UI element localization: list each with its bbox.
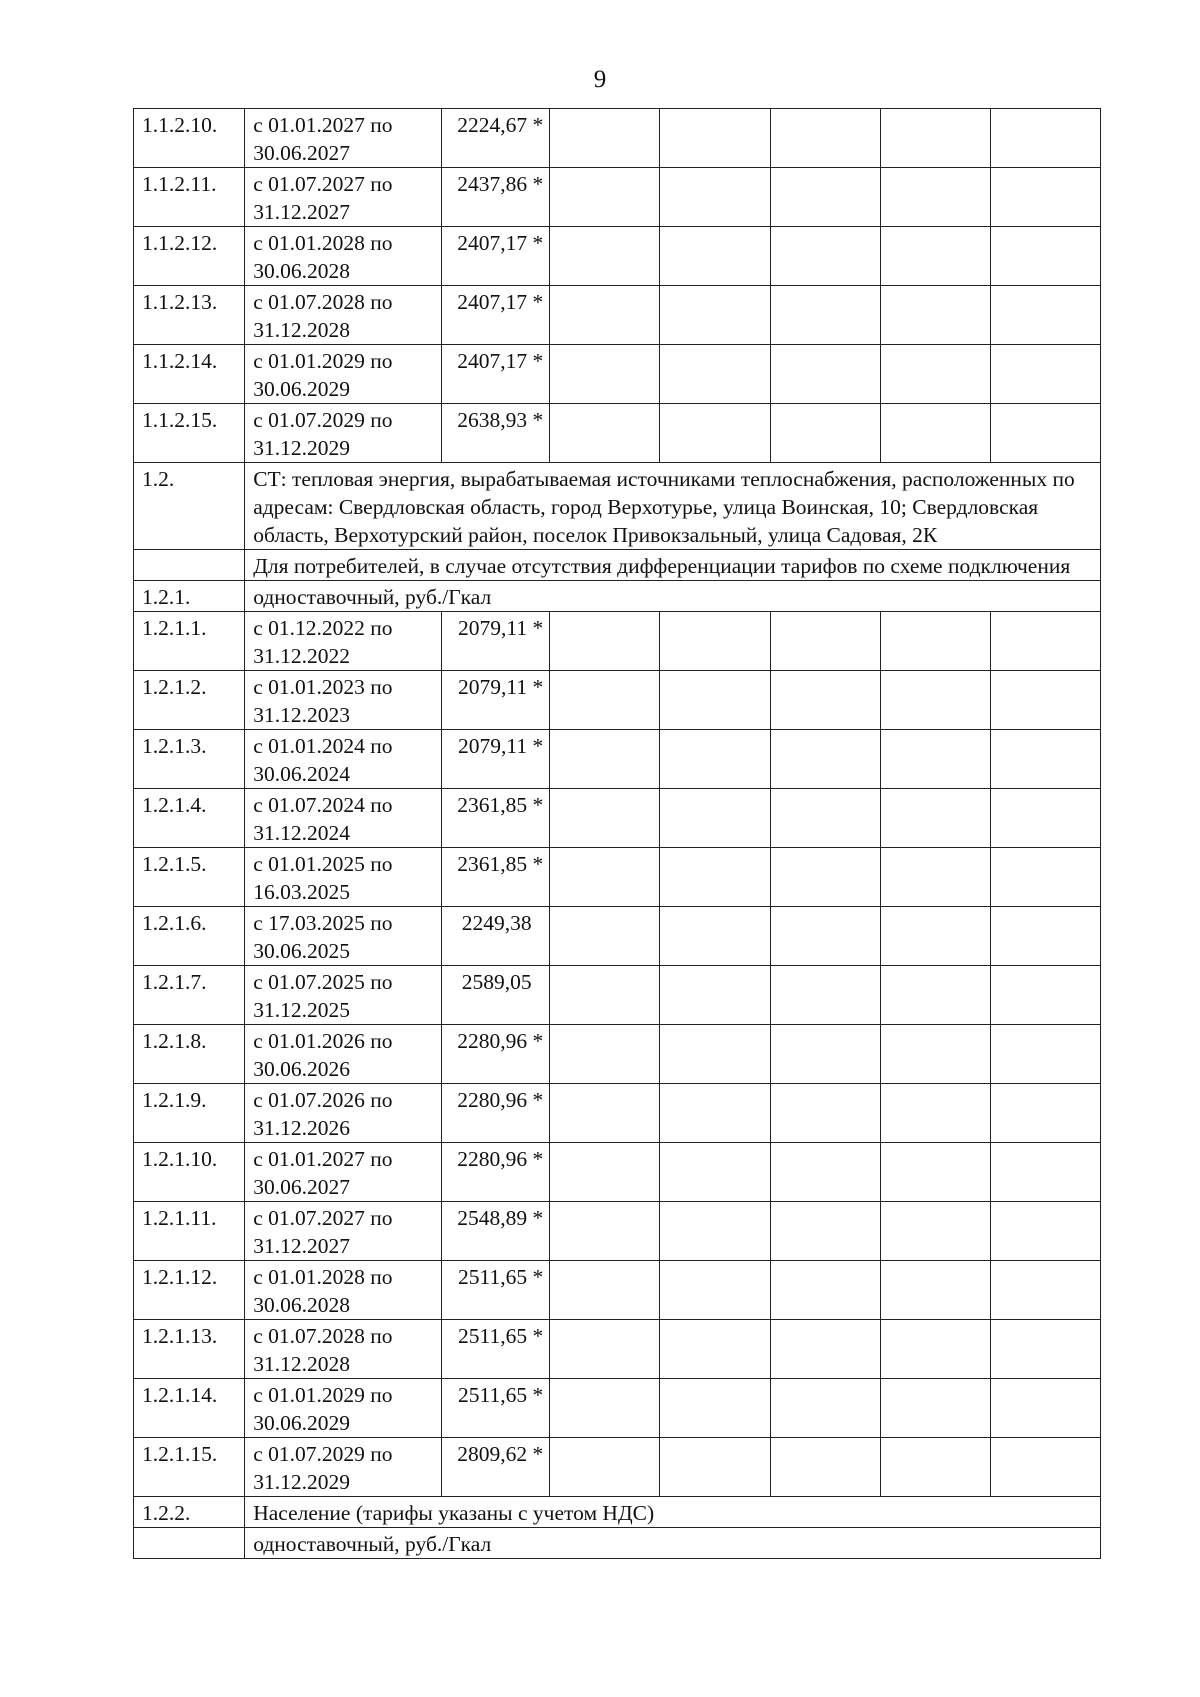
empty-cell (990, 612, 1100, 671)
row-tariff-value: 2079,11 * (442, 730, 550, 789)
empty-cell (880, 848, 990, 907)
empty-cell (990, 907, 1100, 966)
empty-cell (660, 1025, 770, 1084)
table-row (134, 109, 1101, 168)
empty-cell (660, 612, 770, 671)
row-tariff-value: 2079,11 * (442, 671, 550, 730)
page-number: 9 (593, 66, 607, 93)
empty-cell (880, 671, 990, 730)
empty-cell (880, 345, 990, 404)
table-row (134, 612, 1101, 671)
row-period: с 01.01.2028 по 30.06.2028 (245, 1261, 442, 1320)
row-code: 1.2.1.5. (134, 848, 245, 907)
row-tariff-value: 2224,67 * (442, 109, 550, 168)
row-tariff-value: 2638,93 * (442, 404, 550, 463)
row-code: 1.1.2.12. (134, 227, 245, 286)
empty-cell (990, 109, 1100, 168)
empty-cell (660, 1202, 770, 1261)
empty-cell (880, 1084, 990, 1143)
section-code-continued (134, 550, 245, 581)
row-period: с 01.07.2028 по 31.12.2028 (245, 1320, 442, 1379)
row-code: 1.2.1.7. (134, 966, 245, 1025)
empty-cell (880, 612, 990, 671)
empty-cell (660, 1320, 770, 1379)
row-tariff-value: 2511,65 * (442, 1320, 550, 1379)
empty-cell (990, 1261, 1100, 1320)
empty-cell (990, 345, 1100, 404)
empty-cell (550, 848, 660, 907)
row-period: с 01.01.2025 по 16.03.2025 (245, 848, 442, 907)
empty-cell (550, 612, 660, 671)
empty-cell (660, 730, 770, 789)
empty-cell (990, 168, 1100, 227)
empty-cell (880, 907, 990, 966)
section-row (134, 463, 1101, 550)
row-period: с 01.07.2027 по 31.12.2027 (245, 1202, 442, 1261)
empty-cell (550, 404, 660, 463)
row-code: 1.1.2.15. (134, 404, 245, 463)
table-row (134, 1025, 1101, 1084)
empty-cell (770, 227, 880, 286)
empty-cell (550, 1261, 660, 1320)
row-period: с 01.07.2026 по 31.12.2026 (245, 1084, 442, 1143)
empty-cell (550, 1438, 660, 1497)
row-tariff-value: 2511,65 * (442, 1379, 550, 1438)
row-period: с 01.01.2029 по 30.06.2029 (245, 345, 442, 404)
empty-cell (550, 789, 660, 848)
row-code: 1.2.1.3. (134, 730, 245, 789)
table-row (134, 1438, 1101, 1497)
tariff-table-body (134, 109, 1101, 1559)
row-tariff-value: 2407,17 * (442, 345, 550, 404)
row-tariff-value: 2361,85 * (442, 789, 550, 848)
empty-cell (770, 1320, 880, 1379)
empty-cell (990, 789, 1100, 848)
section-row (134, 1497, 1101, 1528)
empty-cell (660, 109, 770, 168)
empty-cell (660, 404, 770, 463)
row-code: 1.2.1.13. (134, 1320, 245, 1379)
table-row (134, 1320, 1101, 1379)
row-period: с 01.01.2027 по 30.06.2027 (245, 1143, 442, 1202)
empty-cell (880, 789, 990, 848)
empty-cell (550, 1379, 660, 1438)
empty-cell (770, 966, 880, 1025)
empty-cell (550, 1084, 660, 1143)
empty-cell (660, 907, 770, 966)
empty-cell (880, 1025, 990, 1084)
empty-cell (770, 404, 880, 463)
table-row (134, 286, 1101, 345)
row-tariff-value: 2280,96 * (442, 1143, 550, 1202)
empty-cell (990, 1084, 1100, 1143)
empty-cell (770, 345, 880, 404)
empty-cell (880, 966, 990, 1025)
table-row (134, 1261, 1101, 1320)
table-row (134, 227, 1101, 286)
empty-cell (880, 404, 990, 463)
empty-cell (550, 966, 660, 1025)
section-row (134, 1528, 1101, 1559)
empty-cell (770, 907, 880, 966)
empty-cell (550, 730, 660, 789)
empty-cell (770, 286, 880, 345)
row-code: 1.2.1.12. (134, 1261, 245, 1320)
empty-cell (990, 671, 1100, 730)
empty-cell (770, 730, 880, 789)
empty-cell (880, 1320, 990, 1379)
table-row (134, 1379, 1101, 1438)
empty-cell (660, 848, 770, 907)
row-period: с 01.01.2028 по 30.06.2028 (245, 227, 442, 286)
empty-cell (880, 227, 990, 286)
section-code-continued (134, 1528, 245, 1559)
row-tariff-value: 2407,17 * (442, 227, 550, 286)
empty-cell (990, 848, 1100, 907)
row-tariff-value: 2589,05 (442, 966, 550, 1025)
row-period: с 01.01.2026 по 30.06.2026 (245, 1025, 442, 1084)
empty-cell (770, 1143, 880, 1202)
section-label: одноставочный, руб./Гкал (245, 581, 1101, 612)
empty-cell (770, 1025, 880, 1084)
empty-cell (660, 168, 770, 227)
empty-cell (660, 345, 770, 404)
row-period: с 01.07.2027 по 31.12.2027 (245, 168, 442, 227)
empty-cell (660, 1379, 770, 1438)
empty-cell (880, 168, 990, 227)
table-row (134, 345, 1101, 404)
empty-cell (990, 1202, 1100, 1261)
row-code: 1.1.2.10. (134, 109, 245, 168)
empty-cell (660, 1143, 770, 1202)
row-period: с 01.07.2024 по 31.12.2024 (245, 789, 442, 848)
empty-cell (770, 1379, 880, 1438)
empty-cell (550, 907, 660, 966)
empty-cell (550, 1202, 660, 1261)
row-tariff-value: 2280,96 * (442, 1025, 550, 1084)
empty-cell (770, 1084, 880, 1143)
empty-cell (660, 789, 770, 848)
empty-cell (550, 345, 660, 404)
empty-cell (770, 789, 880, 848)
empty-cell (770, 612, 880, 671)
empty-cell (660, 671, 770, 730)
empty-cell (660, 1438, 770, 1497)
row-period: с 01.01.2027 по 30.06.2027 (245, 109, 442, 168)
row-period: с 17.03.2025 по 30.06.2025 (245, 907, 442, 966)
table-row (134, 966, 1101, 1025)
empty-cell (550, 1143, 660, 1202)
empty-cell (550, 109, 660, 168)
empty-cell (990, 227, 1100, 286)
empty-cell (770, 168, 880, 227)
row-period: с 01.07.2028 по 31.12.2028 (245, 286, 442, 345)
section-code: 1.2. (134, 463, 245, 550)
empty-cell (550, 227, 660, 286)
empty-cell (770, 1202, 880, 1261)
row-code: 1.2.1.11. (134, 1202, 245, 1261)
row-tariff-value: 2249,38 (442, 907, 550, 966)
empty-cell (770, 109, 880, 168)
table-row (134, 671, 1101, 730)
row-code: 1.2.1.1. (134, 612, 245, 671)
table-row (134, 848, 1101, 907)
empty-cell (990, 1438, 1100, 1497)
section-row (134, 550, 1101, 581)
table-row (134, 730, 1101, 789)
row-code: 1.1.2.11. (134, 168, 245, 227)
row-code: 1.2.1.8. (134, 1025, 245, 1084)
row-tariff-value: 2079,11 * (442, 612, 550, 671)
row-tariff-value: 2511,65 * (442, 1261, 550, 1320)
empty-cell (770, 1261, 880, 1320)
row-code: 1.2.1.4. (134, 789, 245, 848)
row-code: 1.2.1.10. (134, 1143, 245, 1202)
section-label: одноставочный, руб./Гкал (245, 1528, 1101, 1559)
row-period: с 01.01.2023 по 31.12.2023 (245, 671, 442, 730)
empty-cell (660, 286, 770, 345)
row-tariff-value: 2437,86 * (442, 168, 550, 227)
row-code: 1.2.1.2. (134, 671, 245, 730)
row-code: 1.1.2.13. (134, 286, 245, 345)
table-row (134, 1143, 1101, 1202)
table-row (134, 1084, 1101, 1143)
empty-cell (880, 109, 990, 168)
empty-cell (880, 1143, 990, 1202)
section-title: Население (тарифы указаны с учетом НДС) (245, 1497, 1101, 1528)
empty-cell (990, 1320, 1100, 1379)
row-code: 1.1.2.14. (134, 345, 245, 404)
empty-cell (550, 168, 660, 227)
row-period: с 01.12.2022 по 31.12.2022 (245, 612, 442, 671)
table-row (134, 789, 1101, 848)
empty-cell (880, 1202, 990, 1261)
row-period: с 01.07.2025 по 31.12.2025 (245, 966, 442, 1025)
table-row (134, 1202, 1101, 1261)
row-tariff-value: 2280,96 * (442, 1084, 550, 1143)
empty-cell (880, 1261, 990, 1320)
empty-cell (990, 286, 1100, 345)
empty-cell (660, 966, 770, 1025)
table-row (134, 404, 1101, 463)
row-tariff-value: 2361,85 * (442, 848, 550, 907)
section-consumers: Для потребителей, в случае отсутствия дифференциации тарифов по схеме подключения (245, 550, 1101, 581)
section-title: СТ: тепловая энергия, вырабатываемая источниками теплоснабжения, расположенных по адресам: Свердловская область, город Верхотурье, улица Воинская, 10; Свердловская область, Верхотурский район, поселок Привокзальный, улица Садовая, 2К (245, 463, 1101, 550)
empty-cell (990, 966, 1100, 1025)
empty-cell (990, 1025, 1100, 1084)
empty-cell (770, 848, 880, 907)
row-tariff-value: 2548,89 * (442, 1202, 550, 1261)
empty-cell (550, 286, 660, 345)
row-code: 1.2.1.9. (134, 1084, 245, 1143)
tariff-table (133, 108, 1101, 1559)
empty-cell (990, 1379, 1100, 1438)
empty-cell (660, 227, 770, 286)
empty-cell (550, 1025, 660, 1084)
empty-cell (550, 1320, 660, 1379)
section-row (134, 581, 1101, 612)
empty-cell (770, 671, 880, 730)
row-period: с 01.07.2029 по 31.12.2029 (245, 404, 442, 463)
empty-cell (550, 671, 660, 730)
empty-cell (880, 730, 990, 789)
row-period: с 01.07.2029 по 31.12.2029 (245, 1438, 442, 1497)
empty-cell (880, 1379, 990, 1438)
row-period: с 01.01.2029 по 30.06.2029 (245, 1379, 442, 1438)
row-code: 1.2.1.6. (134, 907, 245, 966)
table-row (134, 907, 1101, 966)
row-code: 1.2.1.14. (134, 1379, 245, 1438)
empty-cell (990, 404, 1100, 463)
empty-cell (660, 1261, 770, 1320)
table-row (134, 168, 1101, 227)
empty-cell (880, 1438, 990, 1497)
row-tariff-value: 2407,17 * (442, 286, 550, 345)
row-code: 1.2.1.15. (134, 1438, 245, 1497)
empty-cell (990, 1143, 1100, 1202)
empty-cell (660, 1084, 770, 1143)
section-code: 1.2.1. (134, 581, 245, 612)
section-code: 1.2.2. (134, 1497, 245, 1528)
row-period: с 01.01.2024 по 30.06.2024 (245, 730, 442, 789)
empty-cell (770, 1438, 880, 1497)
empty-cell (990, 730, 1100, 789)
row-tariff-value: 2809,62 * (442, 1438, 550, 1497)
empty-cell (880, 286, 990, 345)
